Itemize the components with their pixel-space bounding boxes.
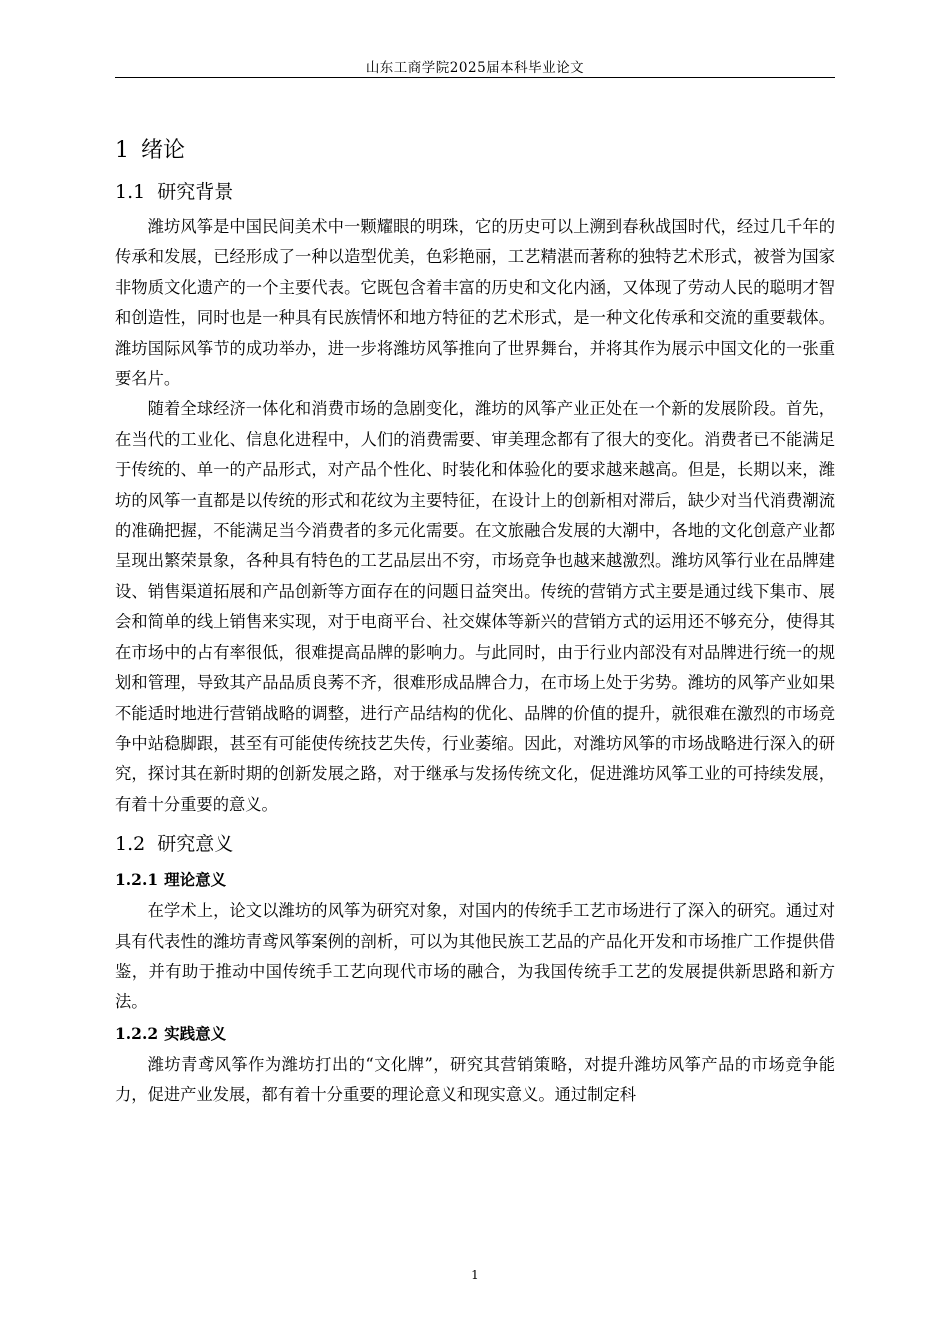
section-number: 1.1 (115, 181, 146, 203)
section-title: 研究背景 (157, 181, 234, 203)
chapter-number: 1 (115, 138, 129, 163)
running-header: 山东工商学院2025届本科毕业论文 (365, 60, 585, 76)
body-paragraph: 随着全球经济一体化和消费市场的急剧变化，潍坊的风筝产业正处在一个新的发展阶段。首先，在当代的工业化、信息化进程中，人们的消费需要、审美理念都有了很大的变化。消费者已不能满足于传统的、单一的产品形式，对产品个性化、时装化和体验化的要求越来越高。但是，长期以来，潍坊的风筝一直都是以传统的形式和花纹为主要特征，在设计上的创新相对滞后，缺少对当代消费潮流的准确把握，不能满足当今消费者的多元化需要。在文旅融合发展的大潮中，各地的文化创意产业都呈现出繁荣景象，各种具有特色的工艺品层出不穷，市场竞争也越来越激烈。潍坊风筝行业在品牌建设、销售渠道拓展和产品创新等方面存在的问题日益突出。传统的营销方式主要是通过线下集市、展会和简单的线上销售来实现，对于电商平台、社交媒体等新兴的营销方式的运用还不够充分，使得其在市场中的占有率很低，很难提高品牌的影响力。与此同时，由于行业内部没有对品牌进行统一的规划和管理，导致其产品品质良莠不齐，很难形成品牌合力，在市场上处于劣势。潍坊的风筝产业如果不能适时地进行营销战略的调整，进行产品结构的优化、品牌的价值的提升，就很难在激烈的市场竞争中站稳脚跟，甚至有可能使传统技艺失传，行业萎缩。因此，对潍坊风筝的市场战略进行深入的研究，探讨其在新时期的创新发展之路，对于继承与发扬传统文化，促进潍坊风筝工业的可持续发展，有着十分重要的意义。 (115, 399, 835, 814)
body-paragraph: 潍坊风筝是中国民间美术中一颗耀眼的明珠，它的历史可以上溯到春秋战国时代，经过几千年的传承和发展，已经形成了一种以造型优美，色彩艳丽，工艺精湛而著称的独特艺术形式，被誉为国家非物质文化遗产的一个主要代表。它既包含着丰富的历史和文化内涵，又体现了劳动人民的聪明才智和创造性，同时也是一种具有民族情怀和地方特征的艺术形式，是一种文化传承和交流的重要载体。潍坊国际风筝节的成功举办，进一步将潍坊风筝推向了世界舞台，并将其作为展示中国文化的一张重要名片。 (115, 217, 835, 389)
subsection-title: 实践意义 (164, 1023, 227, 1043)
section-title: 研究意义 (157, 833, 234, 856)
subsection-heading-practical-significance (115, 1018, 835, 1050)
subsection-heading-theoretical-significance (115, 864, 835, 896)
section-number: 1.2 (115, 833, 146, 856)
subsection-number: 1.2.1 (115, 870, 159, 890)
page-number: 1 (471, 1268, 479, 1282)
section-heading-research-background (115, 172, 835, 212)
chapter-title: 绪论 (141, 138, 186, 163)
body-paragraph: 潍坊青鸢风筝作为潍坊打出的“文化牌”，研究其营销策略，对提升潍坊风筝产品的市场竞争能力，促进产业发展，都有着十分重要的理论意义和现实意义。通过制定科 (115, 1054, 835, 1105)
subsection-number: 1.2.2 (115, 1023, 159, 1043)
subsection-title: 理论意义 (164, 870, 227, 890)
header-divider (115, 77, 835, 78)
body-paragraph: 在学术上，论文以潍坊的风筝为研究对象，对国内的传统手工艺市场进行了深入的研究。通过对具有代表性的潍坊青鸢风筝案例的剖析，可以为其他民族工艺品的产品化开发和市场推广工作提供借鉴，并有助于推动中国传统手工艺向现代市场的融合，为我国传统手工艺的发展提供新思路和新方法。 (115, 901, 835, 1012)
chapter-heading (115, 130, 835, 172)
page-body (115, 120, 835, 1111)
section-heading-research-significance (115, 824, 835, 864)
